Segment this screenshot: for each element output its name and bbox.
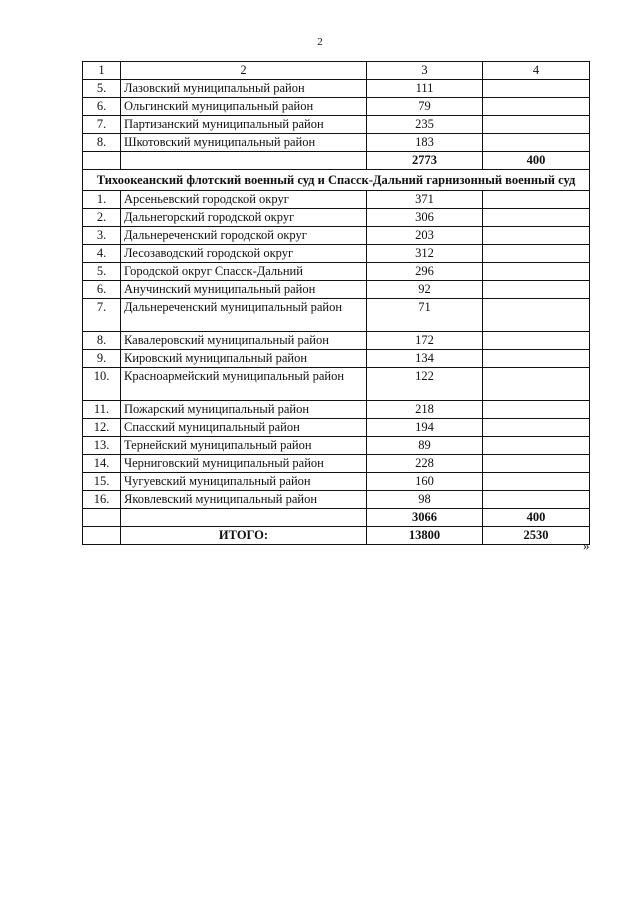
subtotal-row <box>83 509 590 527</box>
column-3-value-cell: 111 <box>367 80 483 98</box>
column-3-value-cell: 134 <box>367 350 483 368</box>
table-body <box>83 62 590 545</box>
table-row <box>83 227 590 245</box>
municipality-name-cell: Чугуевский муниципальный район <box>121 473 367 491</box>
column-3-value-cell: 312 <box>367 245 483 263</box>
table-row <box>83 332 590 350</box>
column-number-header-row <box>83 62 590 80</box>
municipality-name-cell: Дальнегорский городской округ <box>121 209 367 227</box>
subtotal-column-4-cell: 400 <box>483 152 590 170</box>
column-3-value-cell: 203 <box>367 227 483 245</box>
column-3-value-cell: 306 <box>367 209 483 227</box>
municipality-name-cell: Дальнереченский муниципальный район <box>121 299 367 332</box>
municipality-name-cell: Ольгинский муниципальный район <box>121 98 367 116</box>
column-4-value-cell <box>483 134 590 152</box>
municipality-name-cell: Черниговский муниципальный район <box>121 455 367 473</box>
column-3-value-cell: 160 <box>367 473 483 491</box>
table-row <box>83 455 590 473</box>
column-4-value-cell <box>483 455 590 473</box>
table-row <box>83 245 590 263</box>
grand-total-column-3-cell: 13800 <box>367 527 483 545</box>
column-4-value-cell <box>483 98 590 116</box>
row-number-cell: 8. <box>83 134 121 152</box>
column-3-value-cell: 296 <box>367 263 483 281</box>
column-4-value-cell <box>483 116 590 134</box>
table-row <box>83 401 590 419</box>
table-row <box>83 116 590 134</box>
column-3-value-cell: 183 <box>367 134 483 152</box>
column-3-value-cell: 172 <box>367 332 483 350</box>
empty-cell <box>83 527 121 545</box>
column-4-value-cell <box>483 368 590 401</box>
row-number-cell: 2. <box>83 209 121 227</box>
grand-total-row <box>83 527 590 545</box>
header-cell: 4 <box>483 62 590 80</box>
column-3-value-cell: 98 <box>367 491 483 509</box>
subtotal-column-3-cell: 2773 <box>367 152 483 170</box>
column-4-value-cell <box>483 191 590 209</box>
header-cell: 3 <box>367 62 483 80</box>
table-row <box>83 419 590 437</box>
column-4-value-cell <box>483 473 590 491</box>
municipality-name-cell: Лесозаводский городской округ <box>121 245 367 263</box>
column-4-value-cell <box>483 437 590 455</box>
column-4-value-cell <box>483 491 590 509</box>
table-row <box>83 473 590 491</box>
table-row <box>83 368 590 401</box>
row-number-cell: 4. <box>83 245 121 263</box>
column-3-value-cell: 371 <box>367 191 483 209</box>
column-4-value-cell <box>483 263 590 281</box>
subtotal-column-4-cell: 400 <box>483 509 590 527</box>
municipality-name-cell: Лазовский муниципальный район <box>121 80 367 98</box>
column-4-value-cell <box>483 350 590 368</box>
row-number-cell: 10. <box>83 368 121 401</box>
municipality-name-cell: Тернейский муниципальный район <box>121 437 367 455</box>
row-number-cell: 5. <box>83 80 121 98</box>
empty-cell <box>121 152 367 170</box>
municipality-name-cell: Красноармейский муниципальный район <box>121 368 367 401</box>
municipality-name-cell: Анучинский муниципальный район <box>121 281 367 299</box>
row-number-cell: 9. <box>83 350 121 368</box>
municipality-name-cell: Арсеньевский городской округ <box>121 191 367 209</box>
subtotal-row <box>83 152 590 170</box>
row-number-cell: 3. <box>83 227 121 245</box>
row-number-cell: 15. <box>83 473 121 491</box>
column-4-value-cell <box>483 401 590 419</box>
page-number: 2 <box>317 36 323 48</box>
table-row <box>83 191 590 209</box>
municipality-name-cell: Спасский муниципальный район <box>121 419 367 437</box>
table-row <box>83 80 590 98</box>
court-section-header-row <box>83 170 590 191</box>
table-row <box>83 209 590 227</box>
table-row <box>83 134 590 152</box>
table-row <box>83 299 590 332</box>
court-section-title: Тихоокеанский флотский военный суд и Спасск-Дальний гарнизонный военный суд <box>83 170 590 191</box>
column-3-value-cell: 228 <box>367 455 483 473</box>
municipality-name-cell: Яковлевский муниципальный район <box>121 491 367 509</box>
column-4-value-cell <box>483 209 590 227</box>
municipality-name-cell: Партизанский муниципальный район <box>121 116 367 134</box>
column-4-value-cell <box>483 299 590 332</box>
row-number-cell: 6. <box>83 281 121 299</box>
table-row <box>83 437 590 455</box>
table-row <box>83 281 590 299</box>
column-3-value-cell: 79 <box>367 98 483 116</box>
row-number-cell: 7. <box>83 299 121 332</box>
column-3-value-cell: 194 <box>367 419 483 437</box>
municipality-name-cell: Дальнереченский городской округ <box>121 227 367 245</box>
table-row <box>83 98 590 116</box>
column-4-value-cell <box>483 419 590 437</box>
table-row <box>83 263 590 281</box>
column-3-value-cell: 92 <box>367 281 483 299</box>
row-number-cell: 8. <box>83 332 121 350</box>
table-row <box>83 491 590 509</box>
row-number-cell: 5. <box>83 263 121 281</box>
column-4-value-cell <box>483 245 590 263</box>
column-4-value-cell <box>483 281 590 299</box>
header-cell: 1 <box>83 62 121 80</box>
row-number-cell: 11. <box>83 401 121 419</box>
row-number-cell: 6. <box>83 98 121 116</box>
column-4-value-cell <box>483 227 590 245</box>
column-3-value-cell: 235 <box>367 116 483 134</box>
column-3-value-cell: 122 <box>367 368 483 401</box>
municipality-name-cell: Пожарский муниципальный район <box>121 401 367 419</box>
municipality-name-cell: Кавалеровский муниципальный район <box>121 332 367 350</box>
subtotal-column-3-cell: 3066 <box>367 509 483 527</box>
allocation-table <box>82 61 590 545</box>
row-number-cell: 13. <box>83 437 121 455</box>
column-4-value-cell <box>483 332 590 350</box>
closing-quote-mark: » <box>583 538 590 553</box>
row-number-cell: 12. <box>83 419 121 437</box>
municipality-name-cell: Кировский муниципальный район <box>121 350 367 368</box>
row-number-cell: 16. <box>83 491 121 509</box>
table-row <box>83 350 590 368</box>
column-3-value-cell: 71 <box>367 299 483 332</box>
municipality-name-cell: Городской округ Спасск-Дальний <box>121 263 367 281</box>
municipality-name-cell: Шкотовский муниципальный район <box>121 134 367 152</box>
grand-total-label: ИТОГО: <box>121 527 367 545</box>
grand-total-column-4-cell: 2530 <box>483 527 590 545</box>
column-4-value-cell <box>483 80 590 98</box>
header-cell: 2 <box>121 62 367 80</box>
row-number-cell: 14. <box>83 455 121 473</box>
empty-cell <box>121 509 367 527</box>
column-3-value-cell: 218 <box>367 401 483 419</box>
empty-cell <box>83 152 121 170</box>
row-number-cell: 7. <box>83 116 121 134</box>
row-number-cell: 1. <box>83 191 121 209</box>
column-3-value-cell: 89 <box>367 437 483 455</box>
empty-cell <box>83 509 121 527</box>
